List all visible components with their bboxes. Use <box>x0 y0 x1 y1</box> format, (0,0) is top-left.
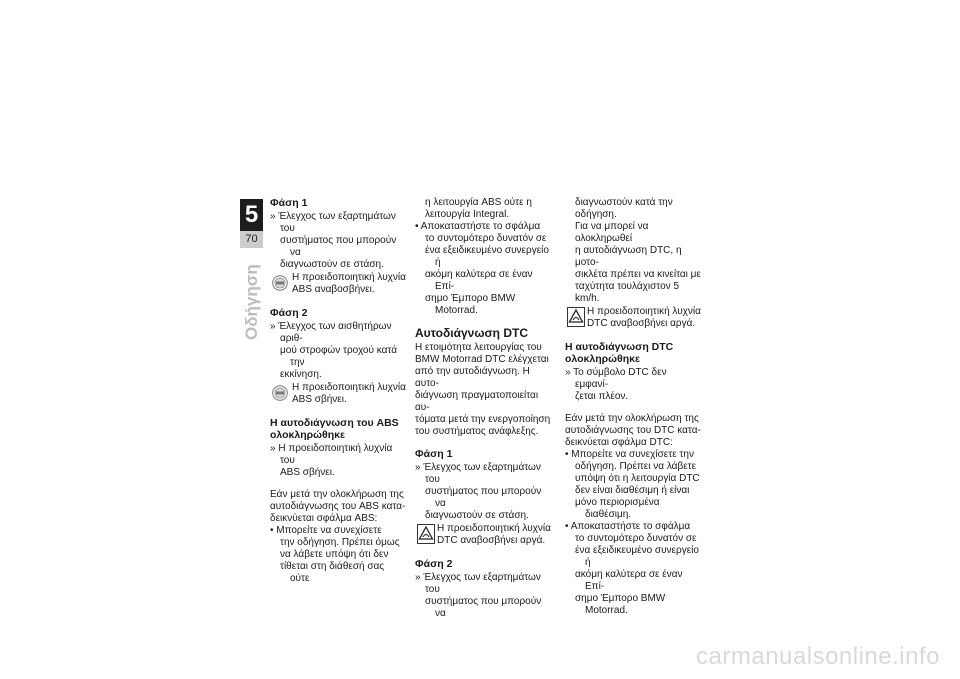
result <box>565 306 701 330</box>
text-line: σημο Έμπορο BMW Motorrad. <box>425 293 516 316</box>
text-line: Η προειδοποιητική λυχνία <box>292 272 406 283</box>
text-line: DTC αναβοσβήνει αργά. <box>587 318 696 329</box>
text-line: » Έλεγχος των αισθητήρων αριθ- <box>270 321 392 344</box>
heading-dtc-selfdiagnosis: Αυτοδιάγνωση DTC <box>415 326 529 340</box>
text-line: μού στροφών τροχού κατά την <box>280 345 397 368</box>
text-line: » Η προειδοποιητική λυχνία του <box>270 443 393 466</box>
text-line: Η αυτοδιάγνωση του ABS <box>270 417 399 429</box>
text-line: » Το σύμβολο DTC δεν εμφανί- <box>565 367 667 390</box>
step-text <box>270 211 406 271</box>
text-line: τόματα μετά την ενεργοποίηση <box>415 414 551 425</box>
text-line: ολοκληρώθηκε <box>270 429 345 441</box>
text-line: • Μπορείτε να συνεχίσετε την <box>565 449 694 460</box>
text-line: Η ετοιμότητα λειτουργίας του <box>415 342 542 353</box>
text-line: Η αυτοδιάγνωση DTC <box>565 341 674 353</box>
continued-text <box>565 197 701 305</box>
text-line: ταχύτητα τουλάχιστον 5 km/h. <box>575 281 680 304</box>
paragraph <box>415 342 551 438</box>
text-line: ακόμη καλύτερα σε έναν Επί- <box>575 569 683 592</box>
text-line: διαγνωστούν σε στάση. <box>280 259 384 270</box>
text-line: διάγνωση πραγματοποιείται αυ- <box>415 390 539 413</box>
text-line: ένα εξειδικευμένο συνεργείο ή <box>425 245 549 268</box>
text-line: ζεται πλέον. <box>575 391 629 402</box>
text-line: ολοκληρώθηκε <box>565 353 640 365</box>
text-line: σημο Έμπορο BMW Motorrad. <box>575 593 666 616</box>
column-2 <box>415 197 551 620</box>
text-line: δεικνύεται σφάλμα ABS: <box>270 513 378 524</box>
dtc-warning-triangle-icon <box>567 307 585 327</box>
heading-abs-complete <box>270 417 406 441</box>
abs-warning-lamp-icon <box>272 275 288 291</box>
paragraph <box>565 413 701 449</box>
text-line: ABS σβήνει. <box>280 467 335 478</box>
text-line: BMW Motorrad DTC ελέγχεται <box>415 354 549 365</box>
text-line: αυτοδιάγνωσης του DTC κατα- <box>565 425 701 436</box>
result <box>270 272 406 296</box>
section-title: Οδήγηση <box>242 264 261 340</box>
text-line: DTC αναβοσβήνει αργά. <box>437 535 546 546</box>
continued-text <box>415 197 551 221</box>
text-line: δεν είναι διαθέσιμη ή είναι <box>575 485 690 496</box>
text-line: συστήματος που μπορούν να <box>425 596 542 619</box>
abs-warning-lamp-icon <box>272 385 288 401</box>
text-line: » Έλεγχος των εξαρτημάτων του <box>415 572 541 595</box>
text-line: Η προειδοποιητική λυχνία <box>292 382 406 393</box>
paragraph <box>270 489 406 525</box>
watermark: carmanualsonline.info <box>696 643 940 670</box>
text-line: » Έλεγχος των εξαρτημάτων του <box>415 462 541 485</box>
bullet-item <box>565 449 701 521</box>
column-3 <box>565 197 701 617</box>
text-line: λειτουργία Integral. <box>425 209 510 220</box>
heading-phase-2: Φάση 2 <box>415 558 453 570</box>
text-line: συστήματος που μπορούν να <box>280 235 397 258</box>
heading-dtc-complete <box>565 341 701 365</box>
text-line: δεικνύεται σφάλμα DTC: <box>565 437 673 448</box>
text-line: συστήματος που μπορούν να <box>425 486 542 509</box>
bullet-item <box>415 221 551 317</box>
text-line: τίθεται στη διάθεσή σας ούτε <box>280 561 385 584</box>
text-line: μόνο περιορισμένα διαθέσιμη. <box>575 497 660 520</box>
heading-phase-1: Φάση 1 <box>270 197 308 209</box>
text-line: ακόμη καλύτερα σε έναν Επί- <box>425 269 533 292</box>
dtc-warning-triangle-icon <box>417 524 435 544</box>
text-line: Εάν μετά την ολοκλήρωση της <box>270 489 404 500</box>
chapter-tab <box>240 199 263 248</box>
result <box>415 523 551 547</box>
page-number: 70 <box>240 231 263 248</box>
text-line: η αυτοδιάγνωση DTC, η μοτο- <box>575 245 682 268</box>
bullet-item <box>565 521 701 617</box>
column-1 <box>270 197 406 585</box>
text-line: του συστήματος ανάφλεξης. <box>415 426 539 437</box>
bullet-item <box>270 525 406 585</box>
text-line: σικλέτα πρέπει να κινείται με <box>575 269 701 280</box>
text-line: ABS αναβοσβήνει. <box>292 284 375 295</box>
text-line: εκκίνηση. <box>280 369 322 380</box>
text-line: αυτοδιάγνωσης του ABS κατα- <box>270 501 406 512</box>
text-line: οδήγηση. Πρέπει να λάβετε <box>575 461 697 472</box>
text-line: η λειτουργία ABS ούτε η <box>425 197 532 208</box>
step-text <box>415 572 551 620</box>
text-line: » Έλεγχος των εξαρτημάτων του <box>270 211 396 234</box>
step-text <box>565 367 701 403</box>
text-line: Η προειδοποιητική λυχνία <box>587 306 701 317</box>
text-line: διαγνωστούν σε στάση. <box>425 510 529 521</box>
heading-phase-1: Φάση 1 <box>415 448 453 460</box>
text-line: να λάβετε υπόψη ότι δεν <box>280 549 389 560</box>
chapter-number: 5 <box>240 199 263 231</box>
text-line: από την αυτοδιάγνωση. Η αυτο- <box>415 366 530 389</box>
text-line: ένα εξειδικευμένο συνεργείο ή <box>575 545 699 568</box>
result <box>270 382 406 406</box>
text-line: Για να μπορεί να ολοκληρωθεί <box>575 221 649 244</box>
text-line: ABS σβήνει. <box>292 394 347 405</box>
step-text <box>270 443 406 479</box>
text-line: υπόψη ότι η λειτουργία DTC <box>575 473 700 484</box>
text-line: Εάν μετά την ολοκλήρωση της <box>565 413 699 424</box>
step-text <box>415 462 551 522</box>
text-line: το συντομότερο δυνατόν σε <box>575 533 697 544</box>
text-line: • Μπορείτε να συνεχίσετε <box>270 525 382 536</box>
text-line: το συντομότερο δυνατόν σε <box>425 233 547 244</box>
step-text <box>270 321 406 381</box>
text-line: • Αποκαταστήστε το σφάλμα <box>415 221 541 232</box>
text-line: Η προειδοποιητική λυχνία <box>437 523 551 534</box>
text-line: διαγνωστούν κατά την οδήγηση. <box>575 197 673 220</box>
heading-phase-2: Φάση 2 <box>270 307 308 319</box>
text-line: • Αποκαταστήστε το σφάλμα <box>565 521 691 532</box>
text-line: την οδήγηση. Πρέπει όμως <box>280 537 400 548</box>
